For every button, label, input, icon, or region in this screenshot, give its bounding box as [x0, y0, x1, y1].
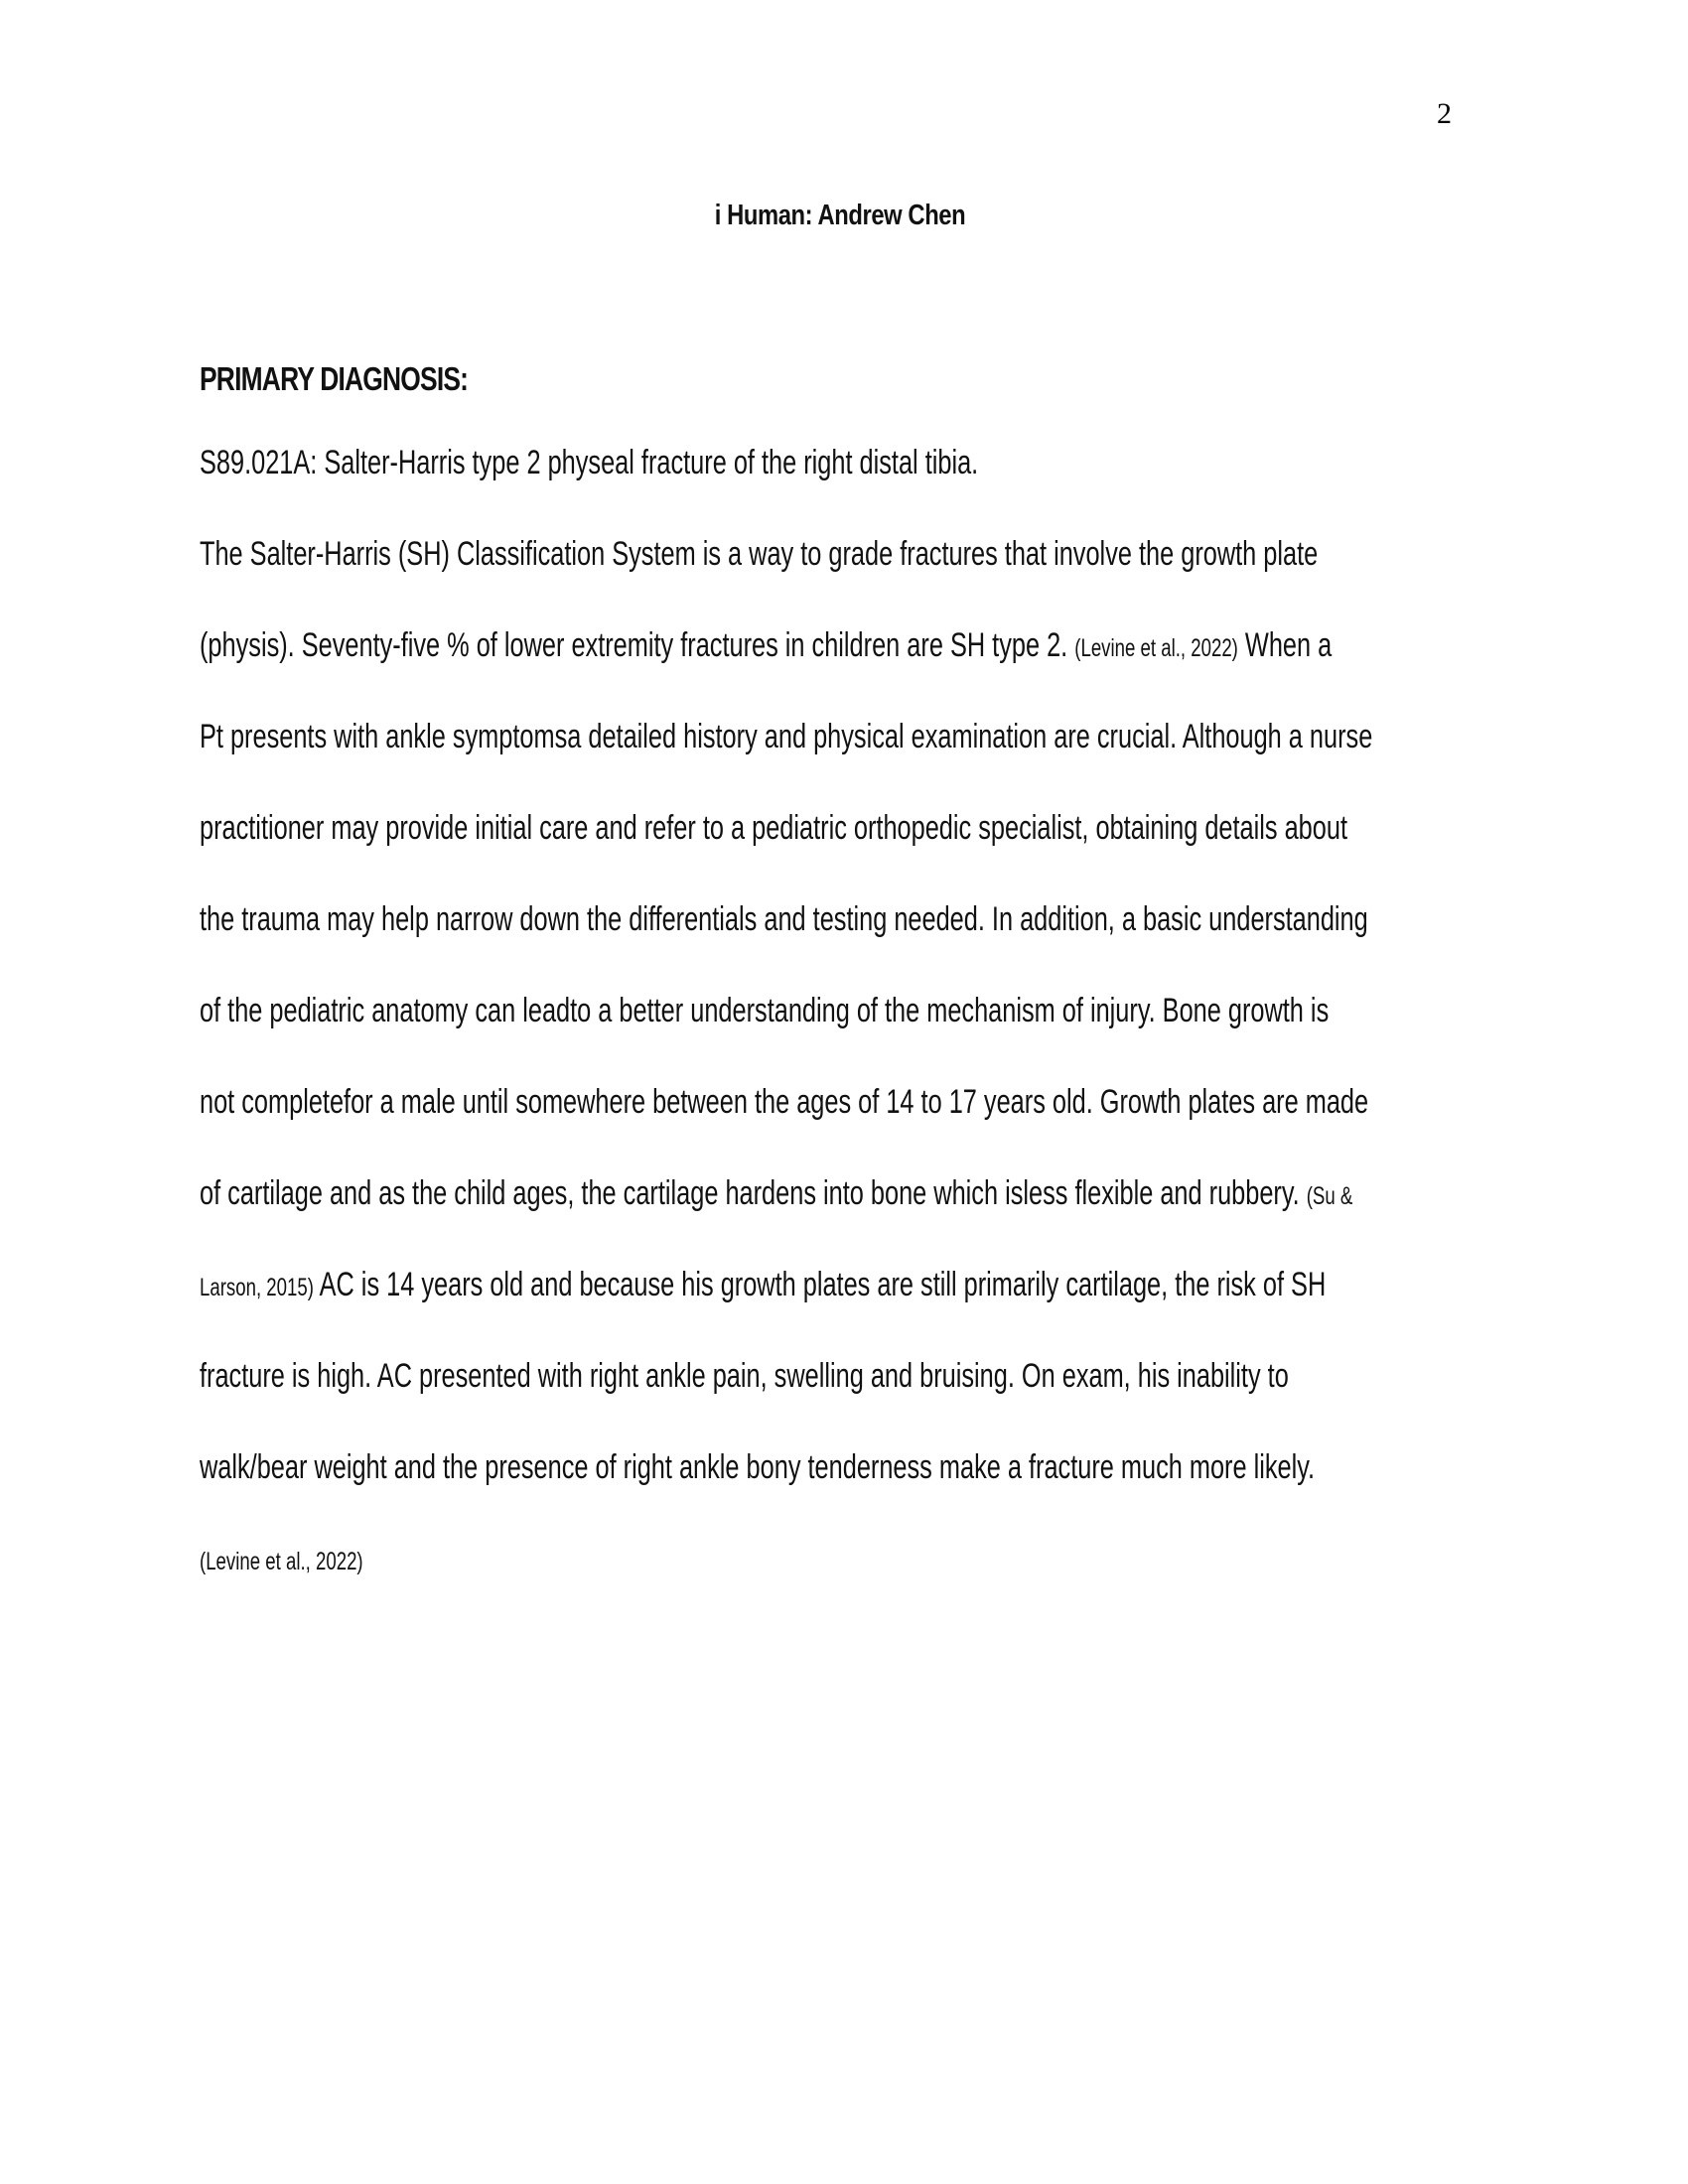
paragraph-text: (physis). Seventy-five % of lower extremity fractures in children are SH type 2.: [200, 626, 1068, 664]
paragraph-line: [200, 1263, 1327, 1354]
paragraph-line: the trauma may help narrow down the differentials and testing needed. In addition, a basic understanding: [200, 900, 1368, 938]
citation: Larson, 2015): [200, 1274, 314, 1301]
paragraph-line: walk/bear weight and the presence of right ankle bony tenderness make a fracture much more likely.: [200, 1448, 1316, 1486]
page-number: 2: [1437, 97, 1452, 130]
paragraph-line: Pt presents with ankle symptomsa detailed history and physical examination are crucial. Although a nurse: [200, 718, 1373, 755]
paragraph-line: The Salter-Harris (SH) Classification System is a way to grade fractures that involve the growth plate: [200, 535, 1319, 573]
document-title: i Human: Andrew Chen: [714, 200, 966, 231]
paragraph-text: When a: [1244, 626, 1333, 664]
document-body: [200, 357, 1490, 1628]
paragraph-line: [200, 623, 1333, 715]
paragraph-line: not completefor a male until somewhere between the ages of 14 to 17 years old. Growth plates are made: [200, 1083, 1369, 1121]
citation: (Levine et al., 2022): [1074, 634, 1238, 662]
paragraph-line: practitioner may provide initial care and refer to a pediatric orthopedic specialist, obtaining details about: [200, 809, 1347, 847]
paragraph-line: [200, 1171, 1353, 1263]
paragraph-line: fracture is high. AC presented with right ankle pain, swelling and bruising. On exam, his inability to: [200, 1357, 1289, 1395]
paragraph-line: [200, 1537, 1162, 1628]
citation: (Levine et al., 2022): [200, 1548, 363, 1575]
diagnosis-line: S89.021A: Salter-Harris type 2 physeal fracture of the right distal tibia.: [200, 444, 979, 481]
paragraph-text: AC is 14 years old and because his growth plates are still primarily cartilage, the risk of SH: [319, 1266, 1327, 1303]
paragraph-text: of cartilage and as the child ages, the cartilage hardens into bone which isless flexible and rubbery.: [200, 1174, 1300, 1212]
citation: (Su &: [1306, 1182, 1353, 1210]
paragraph-line: of the pediatric anatomy can leadto a better understanding of the mechanism of injury. Bone growth is: [200, 992, 1330, 1029]
section-heading: PRIMARY DIAGNOSIS:: [200, 360, 469, 397]
